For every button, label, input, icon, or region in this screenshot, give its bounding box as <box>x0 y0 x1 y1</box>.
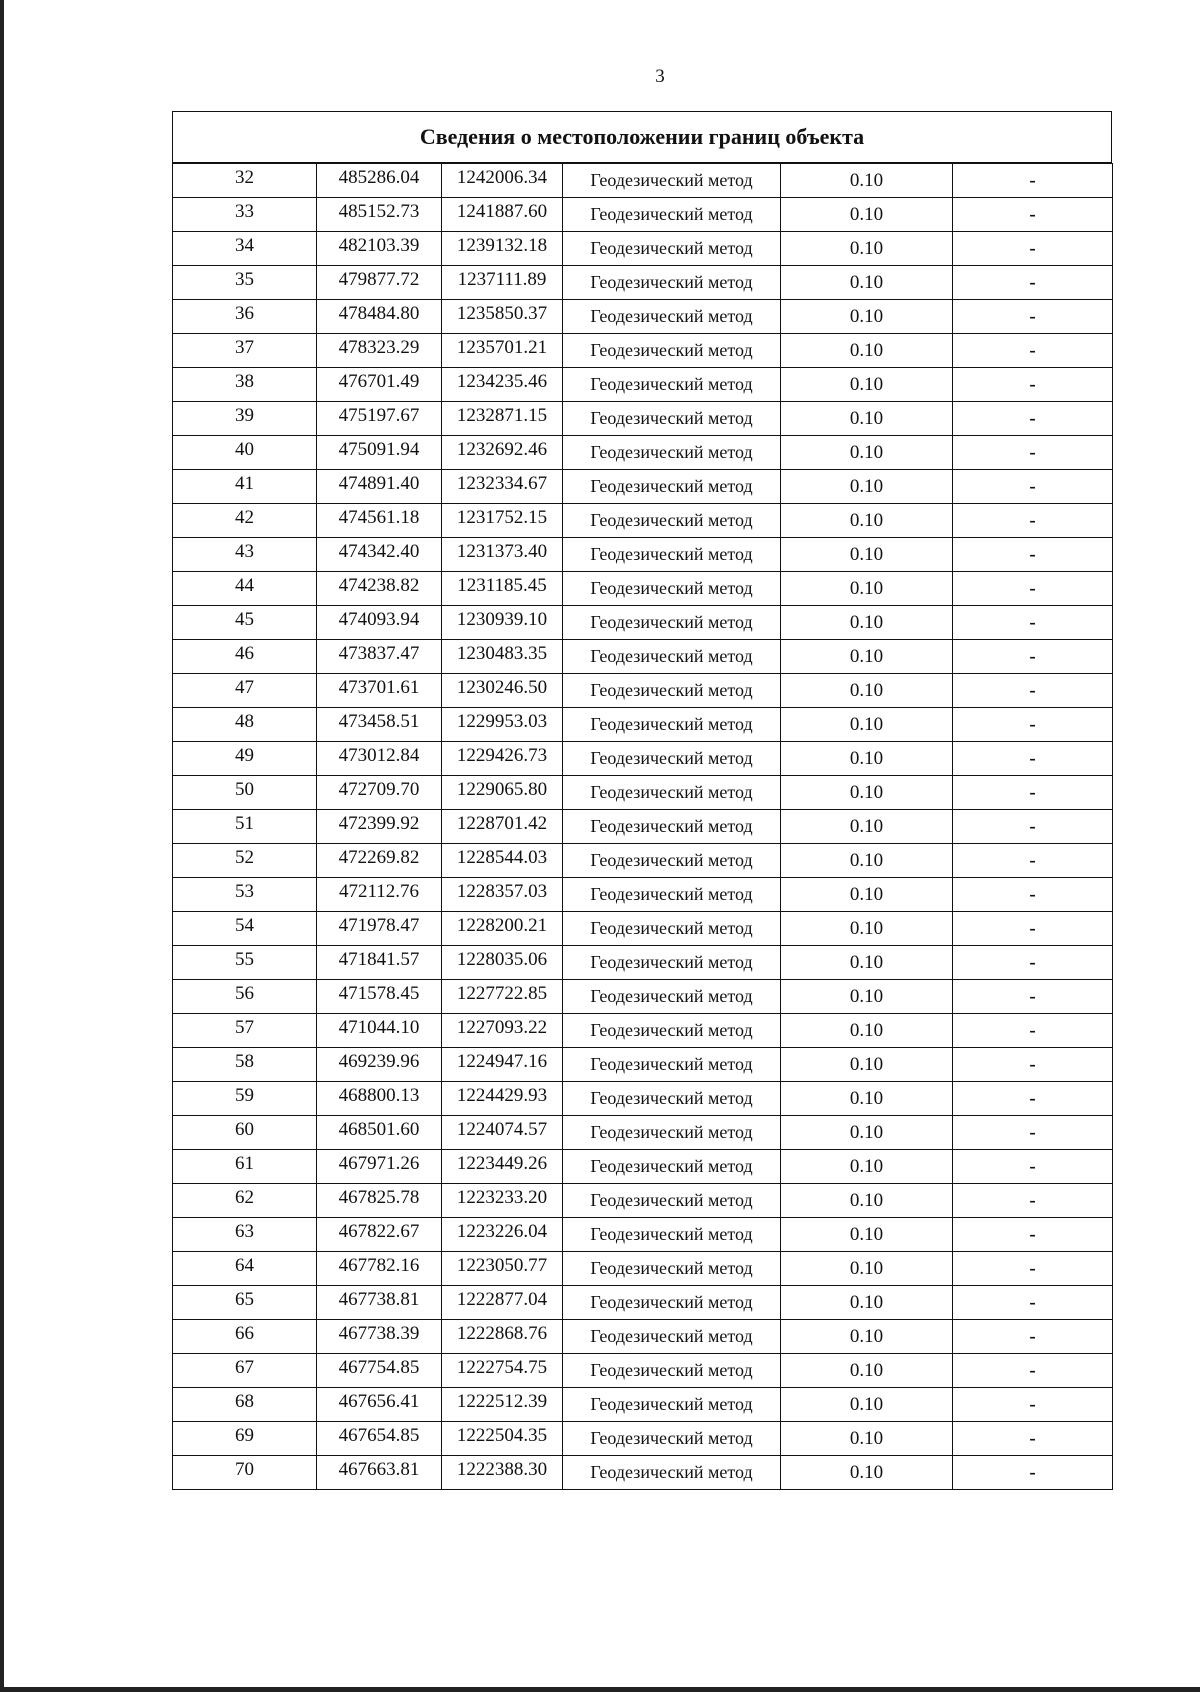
y-coordinate-cell: 1222868.76 <box>442 1320 563 1354</box>
y-coordinate-cell: 1223233.20 <box>442 1184 563 1218</box>
point-number-cell: 39 <box>173 402 317 436</box>
point-number-cell: 70 <box>173 1456 317 1490</box>
note-cell: - <box>953 300 1113 334</box>
x-coordinate-cell: 474342.40 <box>317 538 442 572</box>
y-coordinate-cell: 1229426.73 <box>442 742 563 776</box>
note-cell: - <box>953 606 1113 640</box>
table-row <box>173 1048 1113 1082</box>
accuracy-cell: 0.10 <box>781 912 953 946</box>
note-cell: - <box>953 1456 1113 1490</box>
note-cell: - <box>953 844 1113 878</box>
method-cell: Геодезический метод <box>563 1150 781 1184</box>
x-coordinate-cell: 475197.67 <box>317 402 442 436</box>
x-coordinate-cell: 473837.47 <box>317 640 442 674</box>
point-number-cell: 32 <box>173 164 317 198</box>
accuracy-cell: 0.10 <box>781 1150 953 1184</box>
x-coordinate-cell: 467738.81 <box>317 1286 442 1320</box>
note-cell: - <box>953 232 1113 266</box>
x-coordinate-cell: 471044.10 <box>317 1014 442 1048</box>
method-cell: Геодезический метод <box>563 538 781 572</box>
point-number-cell: 47 <box>173 674 317 708</box>
note-cell: - <box>953 1286 1113 1320</box>
x-coordinate-cell: 473701.61 <box>317 674 442 708</box>
accuracy-cell: 0.10 <box>781 640 953 674</box>
note-cell: - <box>953 912 1113 946</box>
accuracy-cell: 0.10 <box>781 334 953 368</box>
y-coordinate-cell: 1222388.30 <box>442 1456 563 1490</box>
table-row <box>173 1082 1113 1116</box>
note-cell: - <box>953 470 1113 504</box>
table-row <box>173 232 1113 266</box>
method-cell: Геодезический метод <box>563 266 781 300</box>
accuracy-cell: 0.10 <box>781 266 953 300</box>
y-coordinate-cell: 1222754.75 <box>442 1354 563 1388</box>
y-coordinate-cell: 1224074.57 <box>442 1116 563 1150</box>
y-coordinate-cell: 1222512.39 <box>442 1388 563 1422</box>
method-cell: Геодезический метод <box>563 742 781 776</box>
y-coordinate-cell: 1232334.67 <box>442 470 563 504</box>
note-cell: - <box>953 776 1113 810</box>
accuracy-cell: 0.10 <box>781 1014 953 1048</box>
note-cell: - <box>953 1082 1113 1116</box>
x-coordinate-cell: 467971.26 <box>317 1150 442 1184</box>
y-coordinate-cell: 1227722.85 <box>442 980 563 1014</box>
accuracy-cell: 0.10 <box>781 878 953 912</box>
x-coordinate-cell: 469239.96 <box>317 1048 442 1082</box>
point-number-cell: 53 <box>173 878 317 912</box>
note-cell: - <box>953 674 1113 708</box>
table-row <box>173 1184 1113 1218</box>
table-row <box>173 1456 1113 1490</box>
accuracy-cell: 0.10 <box>781 300 953 334</box>
x-coordinate-cell: 472112.76 <box>317 878 442 912</box>
y-coordinate-cell: 1242006.34 <box>442 164 563 198</box>
method-cell: Геодезический метод <box>563 334 781 368</box>
table-row <box>173 1388 1113 1422</box>
accuracy-cell: 0.10 <box>781 674 953 708</box>
accuracy-cell: 0.10 <box>781 606 953 640</box>
y-coordinate-cell: 1222504.35 <box>442 1422 563 1456</box>
y-coordinate-cell: 1228357.03 <box>442 878 563 912</box>
y-coordinate-cell: 1239132.18 <box>442 232 563 266</box>
point-number-cell: 33 <box>173 198 317 232</box>
point-number-cell: 68 <box>173 1388 317 1422</box>
method-cell: Геодезический метод <box>563 198 781 232</box>
method-cell: Геодезический метод <box>563 776 781 810</box>
accuracy-cell: 0.10 <box>781 980 953 1014</box>
accuracy-cell: 0.10 <box>781 368 953 402</box>
y-coordinate-cell: 1224947.16 <box>442 1048 563 1082</box>
table-row <box>173 300 1113 334</box>
y-coordinate-cell: 1222877.04 <box>442 1286 563 1320</box>
table-row <box>173 810 1113 844</box>
x-coordinate-cell: 472269.82 <box>317 844 442 878</box>
y-coordinate-cell: 1232692.46 <box>442 436 563 470</box>
table-row <box>173 1150 1113 1184</box>
y-coordinate-cell: 1228701.42 <box>442 810 563 844</box>
y-coordinate-cell: 1230939.10 <box>442 606 563 640</box>
note-cell: - <box>953 198 1113 232</box>
x-coordinate-cell: 472709.70 <box>317 776 442 810</box>
coordinates-table-body <box>173 164 1113 1490</box>
table-row <box>173 266 1113 300</box>
table-row <box>173 912 1113 946</box>
point-number-cell: 46 <box>173 640 317 674</box>
accuracy-cell: 0.10 <box>781 538 953 572</box>
x-coordinate-cell: 467663.81 <box>317 1456 442 1490</box>
point-number-cell: 48 <box>173 708 317 742</box>
accuracy-cell: 0.10 <box>781 810 953 844</box>
y-coordinate-cell: 1228035.06 <box>442 946 563 980</box>
method-cell: Геодезический метод <box>563 232 781 266</box>
y-coordinate-cell: 1224429.93 <box>442 1082 563 1116</box>
method-cell: Геодезический метод <box>563 1354 781 1388</box>
x-coordinate-cell: 467654.85 <box>317 1422 442 1456</box>
coordinates-table <box>172 163 1113 1490</box>
y-coordinate-cell: 1231752.15 <box>442 504 563 538</box>
table-row <box>173 1014 1113 1048</box>
method-cell: Геодезический метод <box>563 1048 781 1082</box>
note-cell: - <box>953 708 1113 742</box>
x-coordinate-cell: 474891.40 <box>317 470 442 504</box>
table-row <box>173 742 1113 776</box>
method-cell: Геодезический метод <box>563 300 781 334</box>
note-cell: - <box>953 946 1113 980</box>
accuracy-cell: 0.10 <box>781 1082 953 1116</box>
y-coordinate-cell: 1232871.15 <box>442 402 563 436</box>
table-row <box>173 538 1113 572</box>
accuracy-cell: 0.10 <box>781 742 953 776</box>
method-cell: Геодезический метод <box>563 1014 781 1048</box>
accuracy-cell: 0.10 <box>781 946 953 980</box>
x-coordinate-cell: 471978.47 <box>317 912 442 946</box>
accuracy-cell: 0.10 <box>781 1320 953 1354</box>
method-cell: Геодезический метод <box>563 504 781 538</box>
y-coordinate-cell: 1230483.35 <box>442 640 563 674</box>
table-row <box>173 572 1113 606</box>
x-coordinate-cell: 474093.94 <box>317 606 442 640</box>
accuracy-cell: 0.10 <box>781 1422 953 1456</box>
table-row <box>173 776 1113 810</box>
y-coordinate-cell: 1234235.46 <box>442 368 563 402</box>
x-coordinate-cell: 472399.92 <box>317 810 442 844</box>
accuracy-cell: 0.10 <box>781 1286 953 1320</box>
x-coordinate-cell: 476701.49 <box>317 368 442 402</box>
method-cell: Геодезический метод <box>563 1116 781 1150</box>
x-coordinate-cell: 474561.18 <box>317 504 442 538</box>
accuracy-cell: 0.10 <box>781 1116 953 1150</box>
point-number-cell: 60 <box>173 1116 317 1150</box>
note-cell: - <box>953 1320 1113 1354</box>
note-cell: - <box>953 1116 1113 1150</box>
accuracy-cell: 0.10 <box>781 198 953 232</box>
table-row <box>173 674 1113 708</box>
note-cell: - <box>953 402 1113 436</box>
y-coordinate-cell: 1223050.77 <box>442 1252 563 1286</box>
point-number-cell: 59 <box>173 1082 317 1116</box>
method-cell: Геодезический метод <box>563 436 781 470</box>
y-coordinate-cell: 1231185.45 <box>442 572 563 606</box>
y-coordinate-cell: 1235850.37 <box>442 300 563 334</box>
table-row <box>173 470 1113 504</box>
y-coordinate-cell: 1231373.40 <box>442 538 563 572</box>
table-row <box>173 946 1113 980</box>
y-coordinate-cell: 1229953.03 <box>442 708 563 742</box>
table-row <box>173 198 1113 232</box>
note-cell: - <box>953 266 1113 300</box>
table-row <box>173 1218 1113 1252</box>
point-number-cell: 54 <box>173 912 317 946</box>
x-coordinate-cell: 467822.67 <box>317 1218 442 1252</box>
note-cell: - <box>953 1422 1113 1456</box>
accuracy-cell: 0.10 <box>781 776 953 810</box>
method-cell: Геодезический метод <box>563 164 781 198</box>
point-number-cell: 61 <box>173 1150 317 1184</box>
note-cell: - <box>953 538 1113 572</box>
accuracy-cell: 0.10 <box>781 708 953 742</box>
point-number-cell: 62 <box>173 1184 317 1218</box>
method-cell: Геодезический метод <box>563 1422 781 1456</box>
method-cell: Геодезический метод <box>563 640 781 674</box>
method-cell: Геодезический метод <box>563 1184 781 1218</box>
accuracy-cell: 0.10 <box>781 1184 953 1218</box>
y-coordinate-cell: 1223449.26 <box>442 1150 563 1184</box>
x-coordinate-cell: 473458.51 <box>317 708 442 742</box>
method-cell: Геодезический метод <box>563 470 781 504</box>
note-cell: - <box>953 1184 1113 1218</box>
method-cell: Геодезический метод <box>563 1252 781 1286</box>
note-cell: - <box>953 504 1113 538</box>
point-number-cell: 57 <box>173 1014 317 1048</box>
point-number-cell: 55 <box>173 946 317 980</box>
accuracy-cell: 0.10 <box>781 1456 953 1490</box>
method-cell: Геодезический метод <box>563 1218 781 1252</box>
x-coordinate-cell: 482103.39 <box>317 232 442 266</box>
note-cell: - <box>953 878 1113 912</box>
point-number-cell: 44 <box>173 572 317 606</box>
point-number-cell: 63 <box>173 1218 317 1252</box>
method-cell: Геодезический метод <box>563 810 781 844</box>
x-coordinate-cell: 485286.04 <box>317 164 442 198</box>
scan-edge-left <box>0 0 4 1692</box>
x-coordinate-cell: 471841.57 <box>317 946 442 980</box>
table-row <box>173 1354 1113 1388</box>
table-row <box>173 334 1113 368</box>
accuracy-cell: 0.10 <box>781 402 953 436</box>
accuracy-cell: 0.10 <box>781 436 953 470</box>
accuracy-cell: 0.10 <box>781 470 953 504</box>
point-number-cell: 41 <box>173 470 317 504</box>
method-cell: Геодезический метод <box>563 980 781 1014</box>
table-row <box>173 368 1113 402</box>
table-row <box>173 708 1113 742</box>
note-cell: - <box>953 368 1113 402</box>
x-coordinate-cell: 479877.72 <box>317 266 442 300</box>
note-cell: - <box>953 980 1113 1014</box>
note-cell: - <box>953 1150 1113 1184</box>
method-cell: Геодезический метод <box>563 1286 781 1320</box>
method-cell: Геодезический метод <box>563 946 781 980</box>
point-number-cell: 45 <box>173 606 317 640</box>
table-row <box>173 878 1113 912</box>
accuracy-cell: 0.10 <box>781 844 953 878</box>
method-cell: Геодезический метод <box>563 1320 781 1354</box>
y-coordinate-cell: 1229065.80 <box>442 776 563 810</box>
table-row <box>173 1320 1113 1354</box>
note-cell: - <box>953 436 1113 470</box>
method-cell: Геодезический метод <box>563 606 781 640</box>
table-row <box>173 1116 1113 1150</box>
point-number-cell: 37 <box>173 334 317 368</box>
point-number-cell: 49 <box>173 742 317 776</box>
x-coordinate-cell: 467738.39 <box>317 1320 442 1354</box>
y-coordinate-cell: 1235701.21 <box>442 334 563 368</box>
x-coordinate-cell: 473012.84 <box>317 742 442 776</box>
accuracy-cell: 0.10 <box>781 232 953 266</box>
point-number-cell: 36 <box>173 300 317 334</box>
accuracy-cell: 0.10 <box>781 504 953 538</box>
y-coordinate-cell: 1230246.50 <box>442 674 563 708</box>
accuracy-cell: 0.10 <box>781 1388 953 1422</box>
x-coordinate-cell: 468800.13 <box>317 1082 442 1116</box>
note-cell: - <box>953 1048 1113 1082</box>
scan-edge-bottom <box>0 1687 1200 1692</box>
note-cell: - <box>953 1252 1113 1286</box>
y-coordinate-cell: 1227093.22 <box>442 1014 563 1048</box>
method-cell: Геодезический метод <box>563 402 781 436</box>
note-cell: - <box>953 640 1113 674</box>
point-number-cell: 50 <box>173 776 317 810</box>
point-number-cell: 65 <box>173 1286 317 1320</box>
point-number-cell: 64 <box>173 1252 317 1286</box>
note-cell: - <box>953 1014 1113 1048</box>
y-coordinate-cell: 1228200.21 <box>442 912 563 946</box>
table-row <box>173 504 1113 538</box>
x-coordinate-cell: 478323.29 <box>317 334 442 368</box>
y-coordinate-cell: 1223226.04 <box>442 1218 563 1252</box>
method-cell: Геодезический метод <box>563 912 781 946</box>
note-cell: - <box>953 1218 1113 1252</box>
table-row <box>173 844 1113 878</box>
y-coordinate-cell: 1228544.03 <box>442 844 563 878</box>
boundary-table-sheet <box>172 111 1112 1490</box>
point-number-cell: 69 <box>173 1422 317 1456</box>
point-number-cell: 42 <box>173 504 317 538</box>
accuracy-cell: 0.10 <box>781 164 953 198</box>
x-coordinate-cell: 475091.94 <box>317 436 442 470</box>
point-number-cell: 40 <box>173 436 317 470</box>
method-cell: Геодезический метод <box>563 708 781 742</box>
table-row <box>173 1252 1113 1286</box>
note-cell: - <box>953 1388 1113 1422</box>
point-number-cell: 43 <box>173 538 317 572</box>
point-number-cell: 66 <box>173 1320 317 1354</box>
x-coordinate-cell: 471578.45 <box>317 980 442 1014</box>
note-cell: - <box>953 742 1113 776</box>
table-row <box>173 1286 1113 1320</box>
accuracy-cell: 0.10 <box>781 1218 953 1252</box>
method-cell: Геодезический метод <box>563 572 781 606</box>
x-coordinate-cell: 467825.78 <box>317 1184 442 1218</box>
note-cell: - <box>953 164 1113 198</box>
method-cell: Геодезический метод <box>563 1388 781 1422</box>
y-coordinate-cell: 1241887.60 <box>442 198 563 232</box>
accuracy-cell: 0.10 <box>781 1048 953 1082</box>
table-row <box>173 436 1113 470</box>
method-cell: Геодезический метод <box>563 1456 781 1490</box>
y-coordinate-cell: 1237111.89 <box>442 266 563 300</box>
point-number-cell: 34 <box>173 232 317 266</box>
x-coordinate-cell: 467656.41 <box>317 1388 442 1422</box>
x-coordinate-cell: 485152.73 <box>317 198 442 232</box>
point-number-cell: 35 <box>173 266 317 300</box>
point-number-cell: 58 <box>173 1048 317 1082</box>
accuracy-cell: 0.10 <box>781 1252 953 1286</box>
x-coordinate-cell: 467754.85 <box>317 1354 442 1388</box>
table-row <box>173 980 1113 1014</box>
accuracy-cell: 0.10 <box>781 572 953 606</box>
table-row <box>173 606 1113 640</box>
point-number-cell: 51 <box>173 810 317 844</box>
note-cell: - <box>953 334 1113 368</box>
table-row <box>173 164 1113 198</box>
table-row <box>173 640 1113 674</box>
accuracy-cell: 0.10 <box>781 1354 953 1388</box>
point-number-cell: 56 <box>173 980 317 1014</box>
note-cell: - <box>953 1354 1113 1388</box>
page-number: 3 <box>655 66 665 87</box>
point-number-cell: 52 <box>173 844 317 878</box>
method-cell: Геодезический метод <box>563 674 781 708</box>
x-coordinate-cell: 467782.16 <box>317 1252 442 1286</box>
x-coordinate-cell: 478484.80 <box>317 300 442 334</box>
x-coordinate-cell: 474238.82 <box>317 572 442 606</box>
point-number-cell: 38 <box>173 368 317 402</box>
method-cell: Геодезический метод <box>563 878 781 912</box>
table-title: Сведения о местоположении границ объекта <box>172 111 1112 163</box>
note-cell: - <box>953 572 1113 606</box>
table-row <box>173 402 1113 436</box>
note-cell: - <box>953 810 1113 844</box>
table-row <box>173 1422 1113 1456</box>
point-number-cell: 67 <box>173 1354 317 1388</box>
method-cell: Геодезический метод <box>563 1082 781 1116</box>
x-coordinate-cell: 468501.60 <box>317 1116 442 1150</box>
method-cell: Геодезический метод <box>563 844 781 878</box>
method-cell: Геодезический метод <box>563 368 781 402</box>
